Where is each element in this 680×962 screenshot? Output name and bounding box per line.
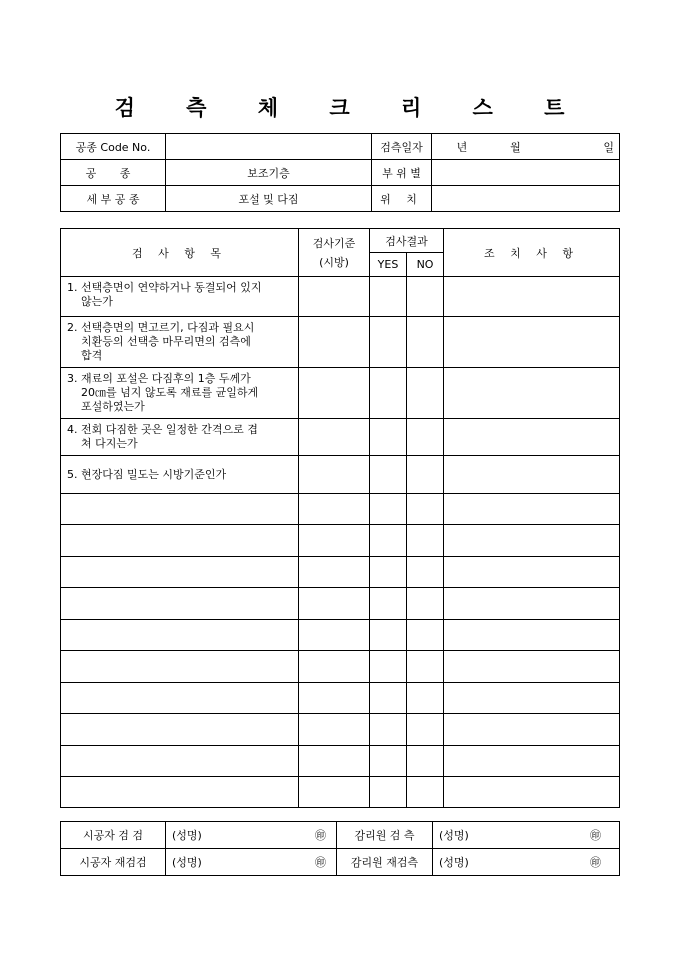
- empty-row: [61, 620, 620, 651]
- standard-cell[interactable]: [299, 777, 370, 808]
- yes-cell[interactable]: [370, 683, 407, 714]
- standard-cell[interactable]: [299, 746, 370, 777]
- item-text: [61, 419, 299, 456]
- yes-cell[interactable]: [370, 456, 407, 494]
- table-row: [61, 368, 620, 419]
- table-row: [61, 277, 620, 317]
- action-cell[interactable]: [444, 419, 620, 456]
- item-cell[interactable]: [61, 525, 299, 557]
- yes-cell[interactable]: [370, 588, 407, 620]
- table-row: [61, 456, 620, 494]
- stamp-icon: ㊞: [315, 829, 326, 842]
- standard-cell[interactable]: [299, 277, 370, 317]
- item-text: [61, 277, 299, 317]
- position-label: 위 치: [372, 186, 432, 212]
- action-cell[interactable]: [444, 557, 620, 588]
- empty-row: [61, 777, 620, 808]
- col-standard-header: [299, 229, 370, 277]
- item-line: 합격: [81, 349, 103, 362]
- action-cell[interactable]: [444, 525, 620, 557]
- standard-cell[interactable]: [299, 494, 370, 525]
- item-cell[interactable]: [61, 777, 299, 808]
- contractor-reinspect-sign-field[interactable]: [166, 849, 337, 876]
- yes-cell[interactable]: [370, 419, 407, 456]
- no-cell[interactable]: [407, 525, 444, 557]
- standard-cell[interactable]: [299, 317, 370, 368]
- item-cell[interactable]: [61, 746, 299, 777]
- name-placeholder: (성명): [439, 829, 469, 842]
- yes-cell[interactable]: [370, 714, 407, 746]
- supervisor-inspect-sign-field[interactable]: [433, 822, 620, 849]
- yes-cell[interactable]: [370, 777, 407, 808]
- no-cell[interactable]: [407, 494, 444, 525]
- item-line: 쳐 다지는가: [81, 437, 138, 450]
- stamp-icon: ㊞: [315, 856, 326, 869]
- yes-cell[interactable]: [370, 525, 407, 557]
- signature-table: [60, 821, 620, 876]
- header-row-work: [61, 160, 620, 186]
- no-cell[interactable]: [407, 317, 444, 368]
- signature-row-inspect: [61, 822, 620, 849]
- col-no-header: NO: [407, 253, 444, 277]
- action-cell[interactable]: [444, 714, 620, 746]
- item-cell[interactable]: [61, 651, 299, 683]
- action-cell[interactable]: [444, 683, 620, 714]
- item-cell[interactable]: [61, 557, 299, 588]
- action-cell[interactable]: [444, 651, 620, 683]
- no-cell[interactable]: [407, 277, 444, 317]
- no-cell[interactable]: [407, 651, 444, 683]
- location-value-field[interactable]: [432, 160, 620, 186]
- yes-cell[interactable]: [370, 651, 407, 683]
- item-text: [61, 456, 299, 494]
- item-line: 2. 선택층면의 면고르기, 다짐과 필요시: [67, 321, 255, 334]
- empty-row: [61, 494, 620, 525]
- item-text: [61, 368, 299, 419]
- name-placeholder: (성명): [439, 856, 469, 869]
- empty-row: [61, 714, 620, 746]
- col-standard-line2: (시방): [319, 255, 349, 269]
- location-label: 부 위 별: [372, 160, 432, 186]
- empty-row: [61, 588, 620, 620]
- no-cell[interactable]: [407, 746, 444, 777]
- action-cell[interactable]: [444, 620, 620, 651]
- yes-cell[interactable]: [370, 277, 407, 317]
- yes-cell[interactable]: [370, 557, 407, 588]
- action-cell[interactable]: [444, 456, 620, 494]
- item-text: [61, 317, 299, 368]
- no-cell[interactable]: [407, 557, 444, 588]
- yes-cell[interactable]: [370, 317, 407, 368]
- standard-cell[interactable]: [299, 456, 370, 494]
- table-header-row: [61, 229, 620, 253]
- empty-row: [61, 557, 620, 588]
- detail-label: 세 부 공 종: [61, 186, 166, 212]
- item-line: 4. 전회 다짐한 곳은 일정한 간격으로 겹: [67, 423, 258, 436]
- standard-cell[interactable]: [299, 714, 370, 746]
- col-standard-line1: 검사기준: [312, 236, 356, 250]
- date-year-label: 년: [456, 140, 468, 154]
- col-result-header: 검사결과: [370, 229, 444, 253]
- name-placeholder: (성명): [172, 856, 202, 869]
- work-value: 보조기층: [166, 160, 372, 186]
- no-cell[interactable]: [407, 456, 444, 494]
- col-action-header: 조 치 사 항: [444, 229, 620, 277]
- standard-cell[interactable]: [299, 419, 370, 456]
- action-cell[interactable]: [444, 588, 620, 620]
- table-row: [61, 419, 620, 456]
- item-line: 포설하였는가: [81, 400, 145, 413]
- page-title: 검 측 체 크 리 스 트: [114, 95, 587, 120]
- position-value-field[interactable]: [432, 186, 620, 212]
- date-day-label: 일: [603, 140, 614, 154]
- item-cell[interactable]: [61, 683, 299, 714]
- header-row-detail: [61, 186, 620, 212]
- item-cell[interactable]: [61, 620, 299, 651]
- item-line: 5. 현장다짐 밀도는 시방기준인가: [67, 467, 227, 481]
- contractor-reinspect-label: 시공자 재검검: [61, 849, 166, 876]
- yes-cell[interactable]: [370, 494, 407, 525]
- standard-cell[interactable]: [299, 557, 370, 588]
- work-label: 공 종: [61, 160, 166, 186]
- item-line: 치환등의 선택층 마무리면의 검측에: [81, 335, 251, 348]
- item-line: 20㎝를 넘지 않도록 재료를 균일하게: [81, 386, 259, 399]
- table-row: [61, 317, 620, 368]
- item-line: 않는가: [81, 295, 113, 308]
- item-cell[interactable]: [61, 588, 299, 620]
- no-cell[interactable]: [407, 368, 444, 419]
- date-month-label: 월: [510, 140, 521, 154]
- yes-cell[interactable]: [370, 368, 407, 419]
- no-cell[interactable]: [407, 683, 444, 714]
- empty-row: [61, 525, 620, 557]
- item-cell[interactable]: [61, 494, 299, 525]
- item-cell[interactable]: [61, 714, 299, 746]
- action-cell[interactable]: [444, 777, 620, 808]
- standard-cell[interactable]: [299, 368, 370, 419]
- detail-value: 포설 및 다짐: [166, 186, 372, 212]
- standard-cell[interactable]: [299, 651, 370, 683]
- item-line: 3. 재료의 포설은 다짐후의 1층 두께가: [67, 372, 251, 385]
- contractor-inspect-sign-field[interactable]: [166, 822, 337, 849]
- name-placeholder: (성명): [172, 829, 202, 842]
- yes-cell[interactable]: [370, 746, 407, 777]
- standard-cell[interactable]: [299, 620, 370, 651]
- col-item-header: 검 사 항 목: [61, 229, 299, 277]
- date-value-field[interactable]: [432, 134, 620, 160]
- date-label: 검측일자: [372, 134, 432, 160]
- stamp-icon: ㊞: [590, 829, 601, 842]
- action-cell[interactable]: [444, 368, 620, 419]
- action-cell[interactable]: [444, 277, 620, 317]
- yes-cell[interactable]: [370, 620, 407, 651]
- inspection-table: [60, 228, 620, 808]
- item-line: 1. 선택층면이 연약하거나 동결되어 있지: [67, 281, 262, 294]
- no-cell[interactable]: [407, 620, 444, 651]
- stamp-icon: ㊞: [590, 856, 601, 869]
- code-label: 공종 Code No.: [61, 134, 166, 160]
- supervisor-reinspect-label: 감리원 재검측: [337, 849, 433, 876]
- empty-row: [61, 651, 620, 683]
- standard-cell[interactable]: [299, 525, 370, 557]
- no-cell[interactable]: [407, 588, 444, 620]
- empty-row: [61, 683, 620, 714]
- supervisor-inspect-label: 감리원 검 측: [337, 822, 433, 849]
- contractor-inspect-label: 시공자 검 검: [61, 822, 166, 849]
- header-row-code: [61, 134, 620, 160]
- supervisor-reinspect-sign-field[interactable]: [433, 849, 620, 876]
- action-cell[interactable]: [444, 746, 620, 777]
- col-yes-header: YES: [370, 253, 407, 277]
- action-cell[interactable]: [444, 317, 620, 368]
- no-cell[interactable]: [407, 777, 444, 808]
- header-table: [60, 133, 620, 212]
- empty-row: [61, 746, 620, 777]
- code-value-field[interactable]: [166, 134, 372, 160]
- no-cell[interactable]: [407, 714, 444, 746]
- standard-cell[interactable]: [299, 683, 370, 714]
- no-cell[interactable]: [407, 419, 444, 456]
- action-cell[interactable]: [444, 494, 620, 525]
- signature-row-reinspect: [61, 849, 620, 876]
- standard-cell[interactable]: [299, 588, 370, 620]
